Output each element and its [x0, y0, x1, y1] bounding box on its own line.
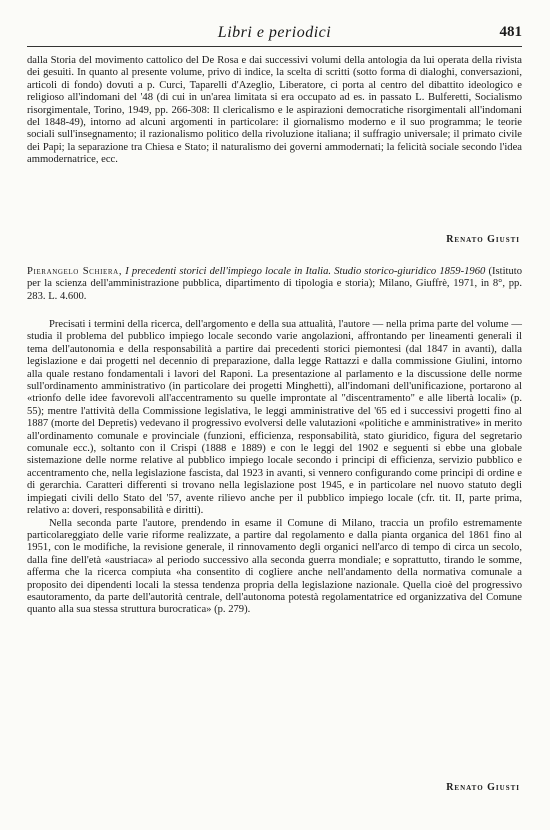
- review-paragraph-2: Nella seconda parte l'autore, prendendo in esame il Comune di Milano, traccia un profilo estremamente particolareggiato delle varie riforme realizzate, a partire dal regolamento e dalla pianta organica del 1861 fino al 1951, con le modifiche, la revisione generale, il rinnovamento degli organici nell'arco di tempo di circa un secolo, dalla fine dell'età «austriaca» al periodo successivo alla seconda guerra mondiale; e soprattutto, tirando le somme, afferma che la ricerca compiuta «ha consentito di cogliere anche nell'andamento della normativa comunale a proposito dei dipendenti locali la stessa tendenza propria della legislazione nazionale. Quella cioè del progressivo esautoramento, da parte dell'autorità centrale, dell'autonoma potestà regolamentatrice ed organizzativa del Comune quanto alla sua stessa struttura burocratica» (p. 279).: [27, 517, 522, 616]
- book-author: Pierangelo Schiera,: [27, 266, 123, 277]
- page-number: 481: [499, 24, 522, 40]
- book-title: I precedenti storici dell'impiego locale in Italia. Studio storico-giuridico 1859-1960: [125, 266, 486, 277]
- previous-review-continuation: [27, 55, 522, 167]
- page-header: [27, 24, 522, 46]
- publication-details: (Istituto per la scienza dell'amministrazione pubblica, dipartimento di tipologia e storia); Milano, Giuffrè, 1971, in 8°, pp. 283. L. 4.600.: [27, 266, 522, 302]
- continuation-paragraph: dalla Storia del movimento cattolico del De Rosa e dai successivi volumi della antologia da lui operata della rivista dei gesuiti. In quanto al presente volume, privo di indice, la scelta di scritti (sotto forma di dialoghi, conversazioni, articoli di fondo) dovuti a p. Curci, Taparelli d'Azeglio, Liberatore, ci porta al centro del dibattito ideologico e religioso all'indomani del '48 (di cui in un'area limitata si era occupato ad es. in passato L. Bulferetti, Socialismo risorgimentale, Torino, 1949, pp. 266-308: Il clericalismo e le aspirazioni democratiche risorgimentali all'indomani del 1848-49), intorno ad alcuni argomenti in particolare: il giornalismo moderno e il suo programma; le teorie sociali sull'insegnamento; il razionalismo politico della rivoluzione italiana; il suffragio universale; il primato civile dei Papi; la separazione tra Chiesa e Stato; il naturalismo dei governi ammodernati; la felicità sociale secondo l'idea ammodernatrice, ecc.: [27, 55, 522, 166]
- review-signature-2: Renato Giusti: [446, 782, 520, 793]
- review-bibliographic-entry: [27, 266, 522, 303]
- review-body: [27, 319, 522, 617]
- running-title: Libri e periodici: [217, 24, 332, 41]
- header-divider: [27, 46, 522, 47]
- review-signature: Renato Giusti: [446, 234, 520, 245]
- bibliographic-line: [27, 266, 522, 303]
- review-paragraph-1: Precisati i termini della ricerca, dell'argomento e della sua attualità, l'autore — nella prima parte del volume — studia il problema del pubblico impiego locale secondo varie angolazioni, affrontando per lineamenti generali il tema dell'autonomia e della responsabilità a partire dai precedenti storici piemontesi (dal 1847 in avanti), dalla legislazione e dai progetti nel decennio di preparazione, dalla legge Rattazzi e dalla commissione Giulini, intorno alla quale restano fondamentali i lavori del Raponi. La presentazione al parlamento e la discussione delle norme sull'ordinamento amministrativo (in particolare dei progetti Minghetti), all'indomani dell'unificazione, portarono al «trionfo delle idee favorevoli all'accentramento su quelle improntate al "discentramento" e alle libertà locali» (p. 55); mentre l'attività della Commissione legislativa, le leggi amministrative del '65 ed i successivi progetti fino al 1887 (morte del Depretis) vedevano il progressivo evolversi delle valutazioni «politiche e amministrative» in merito all'ordinamento comunale e provinciale (funzioni, efficienza, responsabilità, stato giuridico, figura del segretario comunale ecc.), soltanto con il Crispi (1888 e 1889) e con le leggi del 1902 e seguenti si ebbe una globale sistemazione delle norme relative al pubblico impiego locale secondo i principi di efficienza, servizio pubblico e accentramento che, nella legislazione fascista, dal 1923 in avanti, si vennero configurando come principi di ordine e di gerarchia. Caratteri differenti si trovano nella legislazione post 1945, e in particolare nel nuovo statuto degli impiegati civili dello Stato del '57, avente rilievo anche per il pubblico impiego locale (cfr. tit. II, parte prima, relativo a: doveri, responsabilità e diritti).: [27, 319, 522, 517]
